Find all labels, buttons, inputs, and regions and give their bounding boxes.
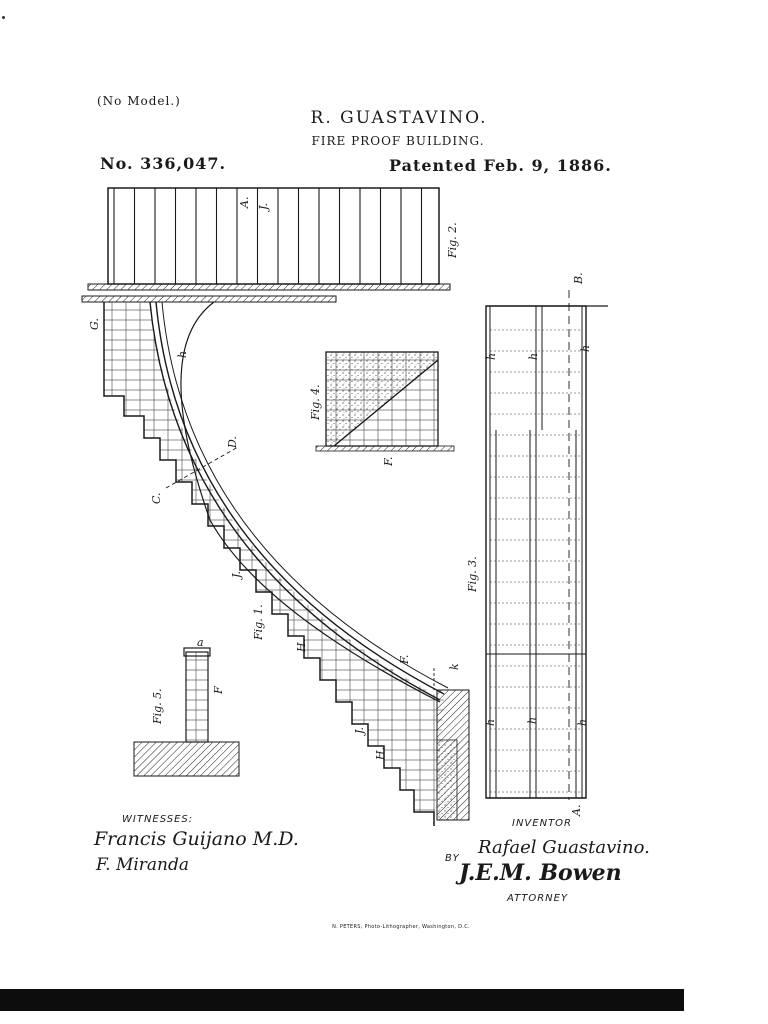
inventor-label: INVENTOR (512, 818, 572, 829)
fig-5-label: Fig. 5. (151, 688, 164, 724)
label-h-fig1: H. (295, 638, 308, 652)
label-h-6: h (576, 718, 589, 726)
label-h-4: h (484, 718, 497, 726)
label-g: G. (88, 318, 101, 330)
label-j-fig1: J. (230, 570, 243, 578)
patent-title: FIRE PROOF BUILDING. (311, 134, 485, 148)
fig-1-label: Fig. 1. (252, 604, 265, 640)
label-b: B. (572, 272, 585, 284)
fig-3-plan (486, 290, 608, 800)
label-h-1: h (485, 352, 498, 360)
witnesses-label: WITNESSES: (122, 814, 194, 825)
fig-4-label: Fig. 4. (309, 384, 322, 420)
label-h-2: h (527, 352, 540, 360)
by-label: BY (445, 853, 460, 864)
inventor-signature: Rafael Guastavino. (478, 837, 650, 858)
label-c: C. (150, 492, 163, 504)
fig-5-detail (134, 648, 239, 776)
label-j-fig2: J. (257, 202, 270, 210)
label-e-fig5: F (212, 686, 225, 694)
inventor-name-heading: R. GUASTAVINO. (310, 108, 488, 128)
patent-date: Patented Feb. 9, 1886. (389, 156, 612, 175)
fig-3-label: Fig. 3. (466, 556, 479, 592)
label-h-lower: H. (374, 746, 387, 760)
label-k: k (448, 663, 461, 670)
attorney-signature: J.E.M. Bowen (459, 860, 622, 886)
label-f-fig1: F. (398, 654, 411, 664)
label-a: A. (238, 196, 251, 208)
witness-1-signature: Francis Guijano M.D. (94, 828, 299, 850)
label-h-3: h (579, 344, 592, 352)
label-a-fig3: A. (570, 804, 583, 816)
fig-4-section (316, 352, 454, 451)
label-d: D. (226, 436, 239, 448)
witness-2-signature: F. Miranda (96, 855, 190, 875)
fig-2-label: Fig. 2. (446, 222, 459, 258)
label-h-5: h (526, 716, 539, 724)
printer-credit: N. PETERS, Photo-Lithographer, Washington, D.C. (332, 924, 470, 930)
label-j-lower: J. (353, 726, 366, 734)
no-model-note: (No Model.) (97, 94, 181, 108)
scan-border-band (0, 989, 684, 1011)
label-f-fig4: F. (382, 456, 395, 466)
label-h-fig1: h (176, 350, 189, 358)
patent-number: No. 336,047. (100, 154, 227, 173)
attorney-label: ATTORNEY (507, 893, 569, 904)
label-a-fig5: a (197, 636, 204, 649)
